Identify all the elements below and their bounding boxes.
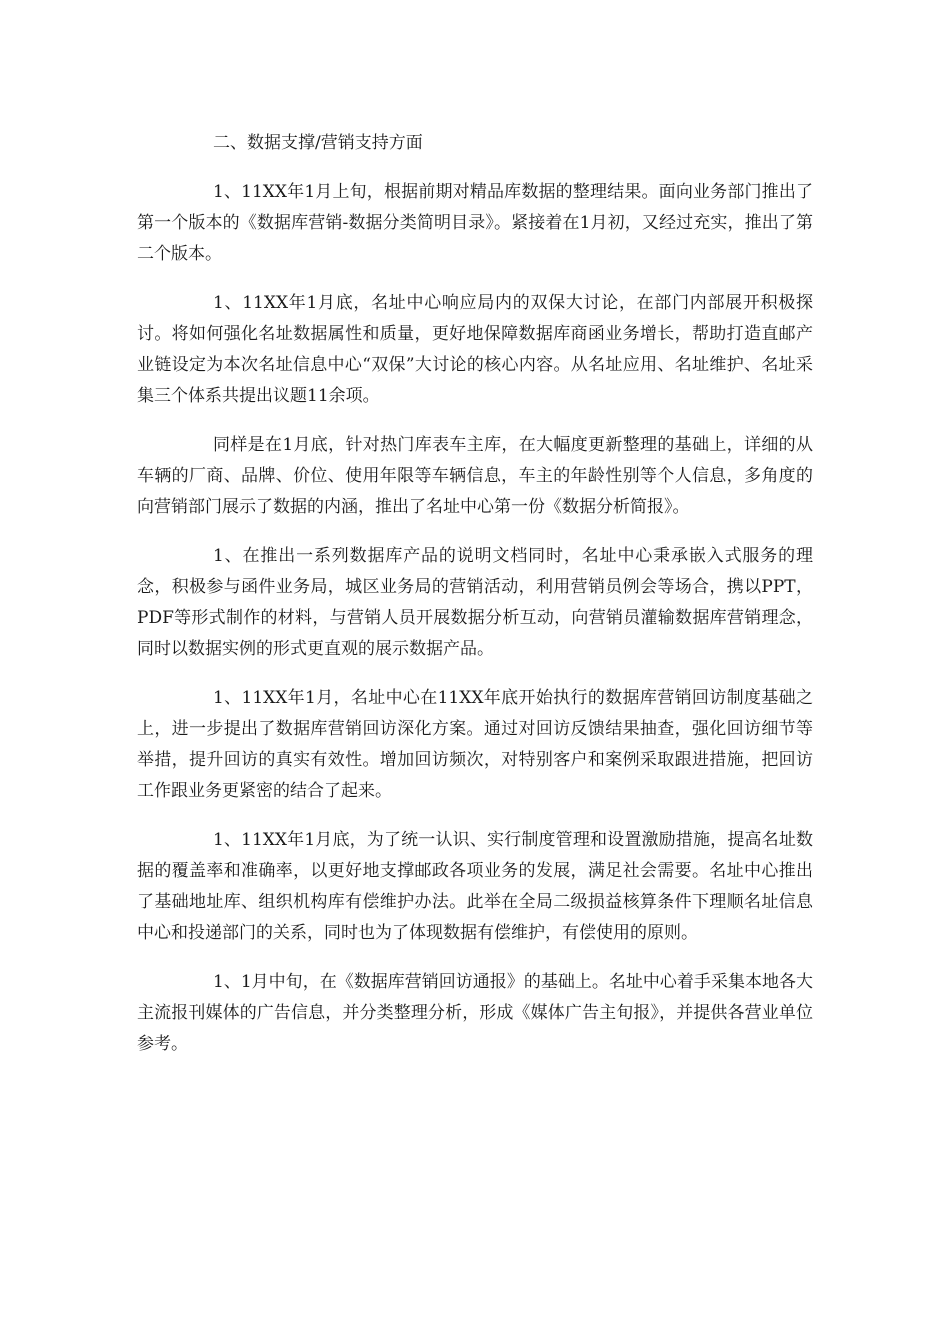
document-page <box>137 128 813 1078</box>
paragraph-car-owner-analysis: 同样是在1月底，针对热门库表车主库，在大幅度更新整理的基础上，详细的从车辆的厂商、品牌、价位、使用年限等车辆信息，车主的年龄性别等个人信息，多角度的向营销部门展示了数据的内涵，推出了名址中心第一份《数据分析简报》。 <box>137 435 813 517</box>
section-heading: 二、数据支撑/营销支持方面 <box>213 133 423 153</box>
paragraph-template-brief: 1、11XX年1月上旬，根据前期对精品库数据的整理结果。面向业务部门推出了第一个版本的《数据库营销-数据分类简明目录》。紧接着在1月初，又经过充实，推出了第二个版本。 <box>137 182 813 264</box>
paragraph-paid-maintenance: 1、11XX年1月底，为了统一认识、实行制度管理和设置激励措施，提高名址数据的覆盖率和准确率，以更好地支撑邮政各项业务的发展，满足社会需要。名址中心推出了基础地址库、组织机构库有偿维护办法。此举在全局二级损益核算条件下理顺名址信息中心和投递部门的关系，同时也为了体现数据有偿维护，有偿使用的原则。 <box>137 830 813 943</box>
paragraph-media-ad-report: 1、1月中旬，在《数据库营销回访通报》的基础上。名址中心着手采集本地各大主流报刊媒体的广告信息，并分类整理分析，形成《媒体广告主旬报》，并提供各营业单位参考。 <box>137 972 813 1054</box>
paragraph-double-guarantee-discussion: 1、11XX年1月底，名址中心响应局内的双保大讨论，在部门内部展开积极探讨。将如何强化名址数据属性和质量，更好地保障数据库商函业务增长，帮助打造直邮产业链设定为本次名址信息中心“双保”大讨论的核心内容。从名址应用、名址维护、名址采集三个体系共提出议题11余项。 <box>137 293 813 406</box>
paragraph-embedded-service: 1、在推出一系列数据库产品的说明文档同时，名址中心秉承嵌入式服务的理念，积极参与函件业务局，城区业务局的营销活动，利用营销员例会等场合，携以PPT，PDF等形式制作的材料，与营销人员开展数据分析互动，向营销员灌输数据库营销理念，同时以数据实例的形式更直观的展示数据产品。 <box>137 546 813 659</box>
paragraph-followup-visits: 1、11XX年1月，名址中心在11XX年底开始执行的数据库营销回访制度基础之上，进一步提出了数据库营销回访深化方案。通过对回访反馈结果抽查，强化回访细节等举措，提升回访的真实有效性。增加回访频次，对特别客户和案例采取跟进措施，把回访工作跟业务更紧密的结合了起来。 <box>137 688 813 801</box>
